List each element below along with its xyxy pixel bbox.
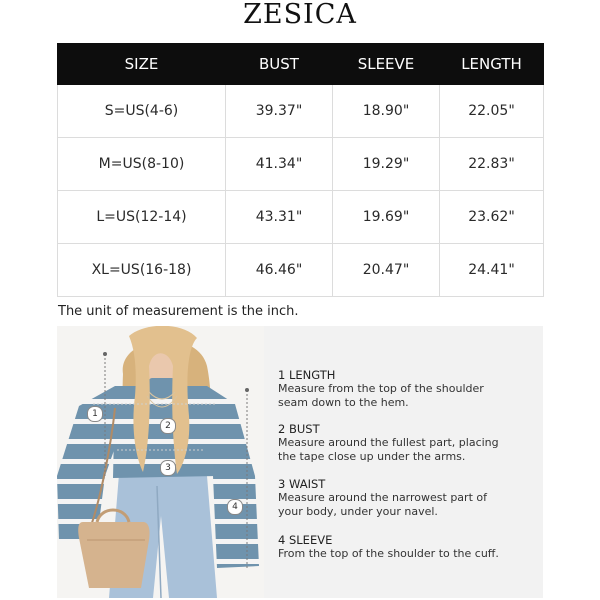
cell-bust: 43.31" [226,191,333,244]
instruction-desc: seam down to the hem. [278,396,409,409]
cell-sleeve: 20.47" [333,244,440,297]
instruction-desc: From the top of the shoulder to the cuff. [278,547,499,560]
cell-size: XL=US(16-18) [58,244,226,297]
cell-length: 23.62" [440,191,544,244]
cell-size: S=US(4-6) [58,85,226,138]
instruction-desc: your body, under your navel. [278,505,438,518]
instruction-desc: Measure from the top of the shoulder [278,382,484,395]
marker-sleeve-label: 4 [232,502,238,512]
brand-logo: ZESICA [243,0,357,30]
instruction-desc: Measure around the narrowest part of [278,491,487,504]
instruction-bust [278,422,540,464]
cell-size: M=US(8-10) [58,138,226,191]
model-photo [57,326,264,598]
instruction-title: 4 SLEEVE [278,533,333,547]
marker-sleeve [227,499,243,515]
cell-bust: 46.46" [226,244,333,297]
marker-bust-label: 2 [165,421,171,431]
cell-length: 22.83" [440,138,544,191]
unit-note: The unit of measurement is the inch. [58,304,299,319]
size-chart-table [57,43,544,297]
header-size: SIZE [58,44,226,85]
marker-bust [160,418,176,434]
instruction-length [278,368,540,410]
cell-bust: 39.37" [226,85,333,138]
table-row [58,244,544,297]
instruction-waist [278,477,540,519]
cell-length: 22.05" [440,85,544,138]
marker-length-label: 1 [92,409,98,419]
table-row [58,85,544,138]
cell-sleeve: 19.29" [333,138,440,191]
header-length: LENGTH [440,44,544,85]
instruction-desc: Measure around the fullest part, placing [278,436,499,449]
table-row [58,191,544,244]
instruction-title: 1 LENGTH [278,368,336,382]
cell-sleeve: 19.69" [333,191,440,244]
header-bust: BUST [226,44,333,85]
instruction-desc: the tape close up under the arms. [278,450,466,463]
cell-sleeve: 18.90" [333,85,440,138]
marker-waist [160,460,176,476]
marker-length [87,406,103,422]
cell-size: L=US(12-14) [58,191,226,244]
header-sleeve: SLEEVE [333,44,440,85]
instruction-sleeve [278,533,540,561]
cell-length: 24.41" [440,244,544,297]
measurement-instructions [264,326,543,598]
cell-bust: 41.34" [226,138,333,191]
table-row [58,138,544,191]
size-chart-header-row [58,44,544,85]
instruction-title: 2 BUST [278,422,320,436]
marker-waist-label: 3 [165,463,171,473]
instruction-title: 3 WAIST [278,477,326,491]
